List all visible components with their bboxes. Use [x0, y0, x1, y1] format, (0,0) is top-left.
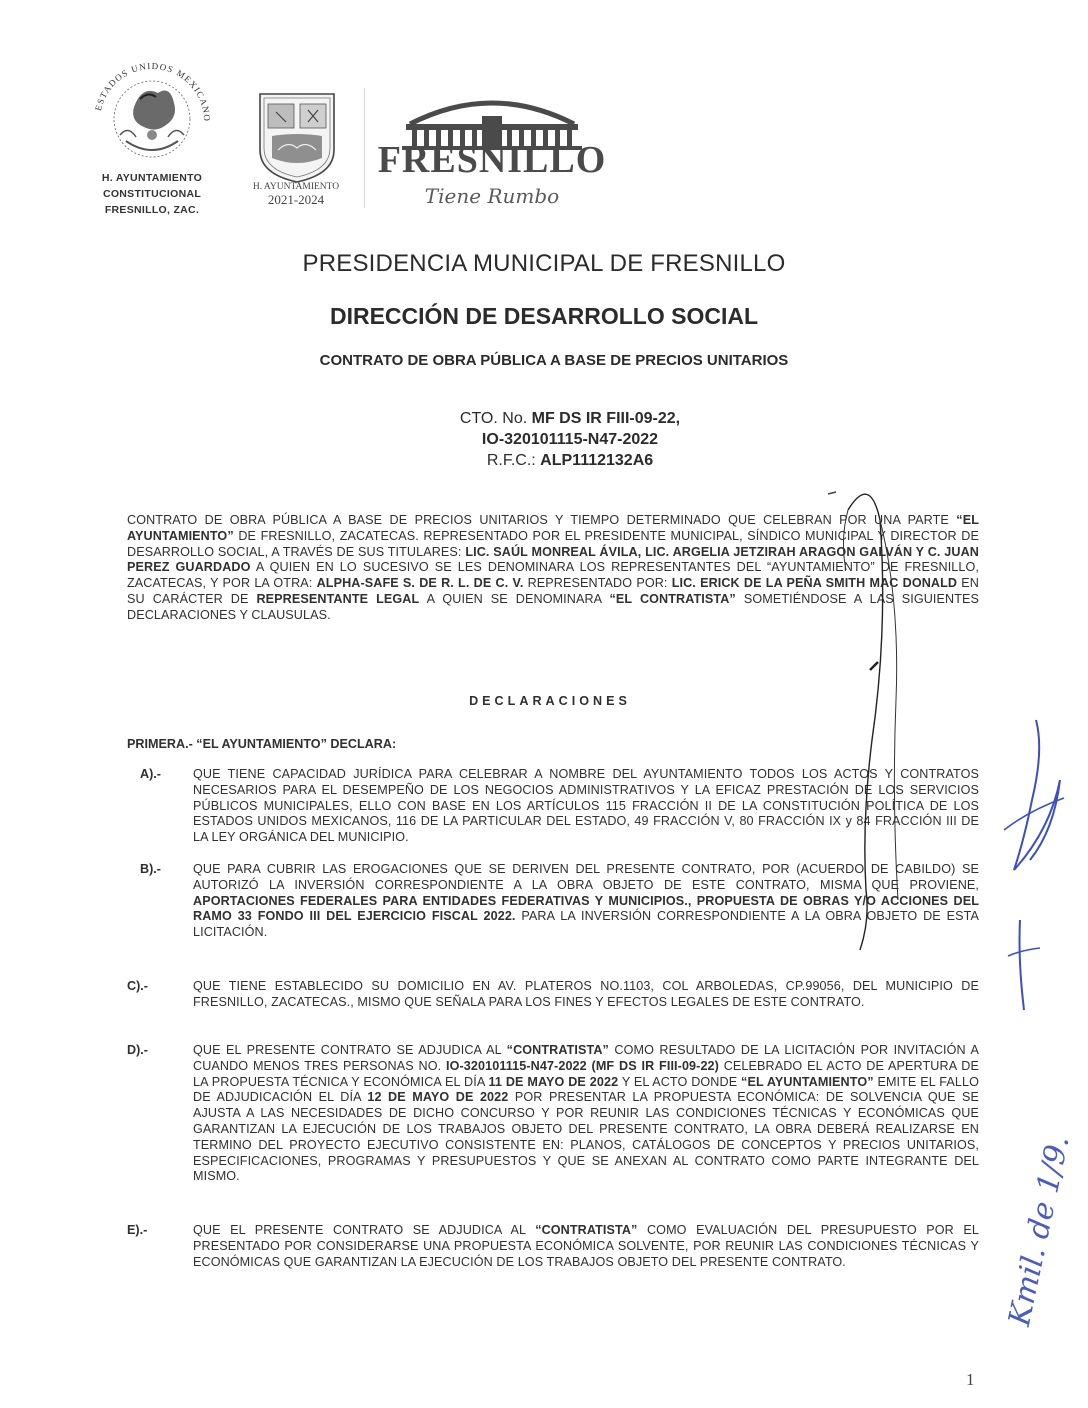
io-value: IO-320101115-N47-2022 — [481, 431, 659, 448]
eagle-seal-icon — [82, 55, 222, 173]
rfc-label: R.F.C.: — [486, 452, 536, 469]
cto-value: MF DS IR FIII-09-22, — [531, 410, 681, 427]
intro-bold-2: LIC. SAÚL MONREAL ÁVILA, LIC. ARGELIA JETZIRAH ARAGON GALVÁN Y C. JUAN PEREZ GUARDADO — [127, 544, 979, 575]
clause-e-bold-1: “CONTRATISTA” — [535, 1223, 638, 1237]
intro-text-6: A QUIEN SE DENOMINARA — [419, 591, 610, 606]
intro-text-7: SOMETIÉNDOSE A LAS SIGUIENTES DECLARACIONES Y CLAUSULAS. — [127, 591, 979, 622]
crest-caption — [236, 182, 356, 207]
seal-caption-line-3: FRESNILLO, ZAC. — [104, 204, 200, 216]
clause-d-label: D).- — [127, 1043, 148, 1057]
intro-bold-6: “EL CONTRATISTA” — [609, 591, 736, 606]
cto-label: CTO. No. — [459, 410, 528, 427]
intro-bold-4: LIC. ERICK DE LA PEÑA SMITH MAC DONALD — [671, 576, 958, 591]
crest-caption-line-2: 2021-2024 — [267, 192, 325, 207]
clause-b-bold-1: APORTACIONES FEDERALES PARA ENTIDADES FEDERATIVAS Y MUNICIPIOS., PROPUESTA DE OBRAS Y/O ACCIONES DEL RAMO 33 FONDO III DEL EJERCICIO FISCAL 2022. — [193, 893, 979, 924]
margin-note — [1000, 1120, 1080, 1340]
clause-b-label: B).- — [140, 862, 161, 876]
direccion-title: DIRECCIÓN DE DESARROLLO SOCIAL — [329, 303, 759, 329]
cto-number-line — [340, 410, 800, 428]
intro-bold-3: ALPHA-SAFE S. DE R. L. DE C. V. — [316, 576, 524, 591]
brand-tagline: Tiene Rumbo — [424, 184, 560, 208]
blue-signature-icon — [990, 710, 1080, 1030]
primera-heading: PRIMERA.- “EL AYUNTAMIENTO” DECLARA: — [127, 737, 397, 751]
crest-caption-line-1: H. AYUNTAMIENTO — [252, 182, 340, 192]
clause-e-label: E).- — [127, 1223, 148, 1237]
clause-b-text-1: QUE PARA CUBRIR LAS EROGACIONES QUE SE DERIVEN DEL PRESENTE CONTRATO, POR (ACUERDO DE CABILDO) SE AUTORIZÓ LA INVERSIÓN CORRESPONDIENTE A LA OBRA OBJETO DE ESTE CONTRATO, MISMA QUE PROVIENE, — [193, 862, 979, 892]
clause-c-label: C).- — [127, 979, 148, 993]
header-divider — [364, 88, 365, 208]
clause-e-text-1: QUE EL PRESENTE CONTRATO SE ADJUDICA AL — [193, 1223, 536, 1237]
contrato-title: CONTRATO DE OBRA PÚBLICA A BASE DE PRECIOS UNITARIOS — [319, 352, 789, 369]
clause-b-text-2: PARA LA INVERSIÓN CORRESPONDIENTE A LA OBRA OBJETO DE ESTA LICITACIÓN. — [193, 909, 979, 940]
crest-shield-icon — [254, 88, 340, 184]
clause-d-text-5: EMITE EL FALLO DE ADJUDICACIÓN EL DÍA — [193, 1074, 979, 1105]
fresnillo-brand — [372, 86, 612, 214]
seal-caption — [72, 170, 232, 218]
svg-text:ESTADOS UNIDOS MEXICANOS: ESTADOS UNIDOS MEXICANO — [93, 60, 213, 123]
seal-caption-line-2: CONSTITUCIONAL — [102, 188, 202, 200]
clause-c-text: QUE TIENE ESTABLECIDO SU DOMICILIO EN AV. PLATEROS NO.1103, COL ARBOLEDAS, CP.99056, DEL MUNICIPIO DE FRESNILLO, ZACATECAS., MISMO QUE SEÑALA PARA LOS FINES Y EFECTOS LEGALES DE ESTE CONTRATO. — [193, 979, 979, 1009]
clause-a-text: QUE TIENE CAPACIDAD JURÍDICA PARA CELEBRAR A NOMBRE DEL AYUNTAMIENTO TODOS LOS ACTOS Y CONTRATOS NECESARIOS PARA EL DESEMPEÑO DE LOS NEGOCIOS ADMINISTRATIVOS Y LA EFICAZ PRESTACIÓN DE LOS SERVICIOS PÚBLICOS MUNICIPALES, ELLO CON BASE EN LOS ARTÍCULOS 115 FRACCIÓN II DE LA CONSTITUCIÓN POLÍTICA DE LOS ESTADOS UNIDOS MEXICANOS, 116 DE LA PARTICULAR DEL ESTADO, 49 FRACCIÓN V, 80 FRACCIÓN IX y 84 FRACCIÓN III DE LA LEY ORGÁNICA DEL MUNICIPIO. — [193, 767, 979, 845]
clause-d-text — [193, 1043, 979, 1185]
clause-d-text-2: COMO RESULTADO DE LA LICITACIÓN POR INVITACIÓN A CUANDO MENOS TRES PERSONAS NO. — [193, 1043, 979, 1073]
clause-d-text-3: CELEBRADO EL ACTO DE APERTURA DE LA PROPUESTA TÉCNICA Y ECONÓMICA EL DÍA — [193, 1058, 979, 1089]
intro-bold-5: REPRESENTANTE LEGAL — [256, 591, 420, 606]
io-number-line — [340, 431, 800, 449]
clause-d-text-4: Y EL ACTO DONDE — [618, 1074, 742, 1089]
intro-text-4: REPRESENTADO POR: — [523, 576, 672, 591]
clause-d-bold-2: IO-320101115-N47-2022 (MF DS IR FIII-09-22) — [446, 1058, 719, 1073]
declaraciones-heading: DECLARACIONES — [469, 694, 631, 708]
intro-text-2: DE FRESNILLO, ZACATECAS. REPRESENTADO POR EL PRESIDENTE MUNICIPAL, SÍNDICO MUNICIPAL Y DIRECTOR DE DESARROLLO SOCIAL, A TRAVÉS DE SUS TITULARES: — [127, 528, 979, 559]
clause-d-text-6: POR PRESENTAR LA PROPUESTA ECONÓMICA: DE SOLVENCIA QUE SE AJUSTA A LAS NECESIDADES DE DICHO CONCURSO Y POR REUNIR LAS CONDICIONES TÉCNICAS Y ECONÓMICAS QUE GARANTIZAN LA EJECUCIÓN DE LOS TRABAJOS OBJETO DEL PRESENTE CONTRATO, LA OBRA DEBERÁ REALIZARSE EN TERMINO DEL PROYECTO EJECUTIVO CONSISTENTE EN: PLANOS, CATÁLOGOS DE CONCEPTOS Y PRECIOS UNITARIOS, ESPECIFICACIONES, PROGRAMAS Y PRESUPUESTOS Y QUE SE ANEXAN AL CONTRATO COMO PARTE INTEGRANTE DEL MISMO. — [193, 1090, 979, 1184]
clause-d-text-1: QUE EL PRESENTE CONTRATO SE ADJUDICA AL — [193, 1043, 507, 1057]
clause-d-bold-1: “CONTRATISTA” — [506, 1043, 609, 1057]
clause-d-bold-3: 11 DE MAYO DE 2022 — [488, 1074, 619, 1089]
page-number: 1 — [966, 1370, 975, 1389]
municipal-crest — [254, 88, 340, 184]
clause-e-text-2: COMO EVALUACIÓN DEL PRESUPUESTO POR EL PRESENTADO POR CONSIDERARSE UNA PROPUESTA ECONÓMICA SOLVENTE, POR REUNIR LAS CONDICIONES TÉCNICAS Y ECONÓMICAS QUE GARANTIZAN LA EJECUCIÓN DE LOS TRABAJOS OBJETO DEL PRESENTE CONTRATO. — [193, 1223, 979, 1269]
clause-e-text — [193, 1223, 979, 1270]
margin-note-text: Kmil. de 1/9. — [1002, 1132, 1077, 1329]
municipal-seal — [82, 55, 222, 173]
brand-name: FRESNILLO — [377, 139, 607, 181]
intro-text-3: A QUIEN EN LO SUCESIVO SE LES DENOMINARA LOS REPRESENTANTES DEL “AYUNTAMIENTO” DE FRESNILLO, ZACATECAS, Y POR LA OTRA: — [127, 560, 979, 591]
seal-caption-line-1: H. AYUNTAMIENTO — [101, 172, 203, 184]
clause-a-label: A).- — [140, 767, 161, 781]
rfc-line — [340, 452, 800, 470]
intro-bold-1: “EL AYUNTAMIENTO” — [127, 513, 979, 543]
clause-d-bold-5: 12 DE MAYO DE 2022 — [367, 1090, 509, 1105]
intro-text-5: EN SU CARÁCTER DE — [127, 576, 979, 606]
clause-d-bold-4: “EL AYUNTAMIENTO” — [741, 1074, 874, 1089]
signature-initials-icon — [800, 480, 940, 960]
intro-text-1: CONTRATO DE OBRA PÚBLICA A BASE DE PRECIOS UNITARIOS Y TIEMPO DETERMINADO QUE CELEBRAN POR UNA PARTE — [127, 513, 957, 527]
rfc-value: ALP1112132A6 — [540, 452, 654, 469]
presidencia-title: PRESIDENCIA MUNICIPAL DE FRESNILLO — [302, 250, 786, 277]
